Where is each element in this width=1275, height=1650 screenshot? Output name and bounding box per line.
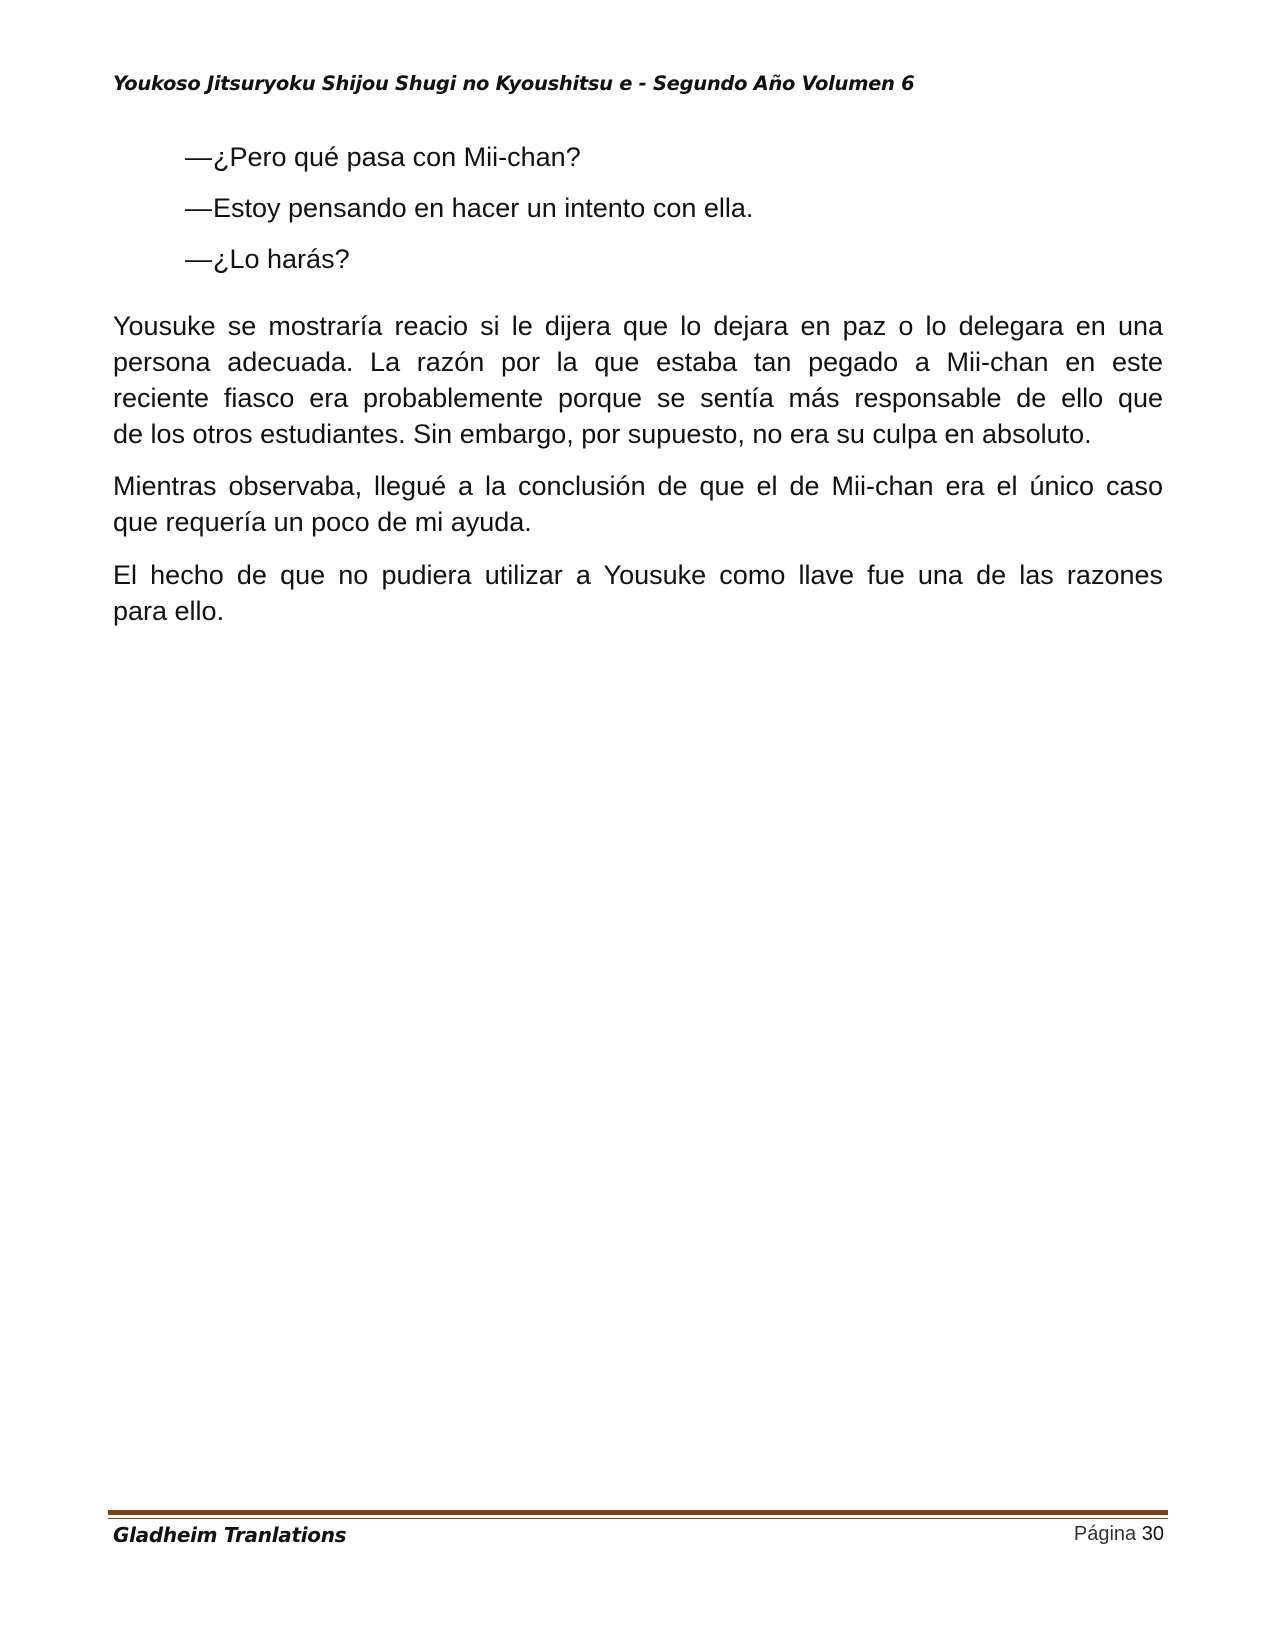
dialogue-text: Estoy pensando en hacer un intento con ella. — [213, 193, 754, 223]
dialogue-text: ¿Pero qué pasa con Mii-chan? — [213, 142, 581, 172]
running-header-title: Youkoso Jitsuryoku Shijou Shugi no Kyoushitsu e - Segundo Año Volumen 6 — [113, 72, 915, 95]
page-label: Página — [1073, 1523, 1137, 1545]
em-dash: — — [185, 193, 212, 223]
dialogue-text: ¿Lo harás? — [213, 244, 350, 274]
paragraph-line: reciente fiasco era probablemente porque se sentía más responsable de ello que — [113, 383, 1163, 413]
paragraph-line: Yousuke se mostraría reacio si le dijera que lo dejara en paz o lo delegara en una — [113, 311, 1163, 341]
dialogue-line — [185, 193, 753, 224]
paragraph-line: persona adecuada. La razón por la que estaba tan pegado a Mii-chan en este — [113, 347, 1163, 377]
paragraph-line: El hecho de que no pudiera utilizar a Yousuke como llave fue una de las razones — [113, 560, 1163, 590]
body-paragraph — [113, 557, 1163, 629]
paragraph-line: para ello. — [113, 596, 225, 626]
dialogue-line — [185, 142, 581, 173]
page-number: 30 — [1141, 1523, 1164, 1545]
paragraph-line: que requería un poco de mi ayuda. — [113, 507, 532, 537]
footer-page-number — [1074, 1523, 1164, 1546]
body-paragraph — [113, 468, 1163, 540]
footer-publisher: Gladheim Tranlations — [113, 1523, 347, 1547]
paragraph-line: de los otros estudiantes. Sin embargo, por supuesto, no era su culpa en absoluto. — [113, 419, 1092, 449]
body-paragraph — [113, 308, 1163, 452]
paragraph-line: Mientras observaba, llegué a la conclusión de que el de Mii-chan era el único caso — [113, 471, 1163, 501]
footer-divider-thick — [108, 1510, 1168, 1515]
em-dash: — — [185, 142, 212, 172]
em-dash: — — [185, 244, 212, 274]
dialogue-line — [185, 244, 350, 275]
footer-divider-thin — [108, 1518, 1168, 1519]
